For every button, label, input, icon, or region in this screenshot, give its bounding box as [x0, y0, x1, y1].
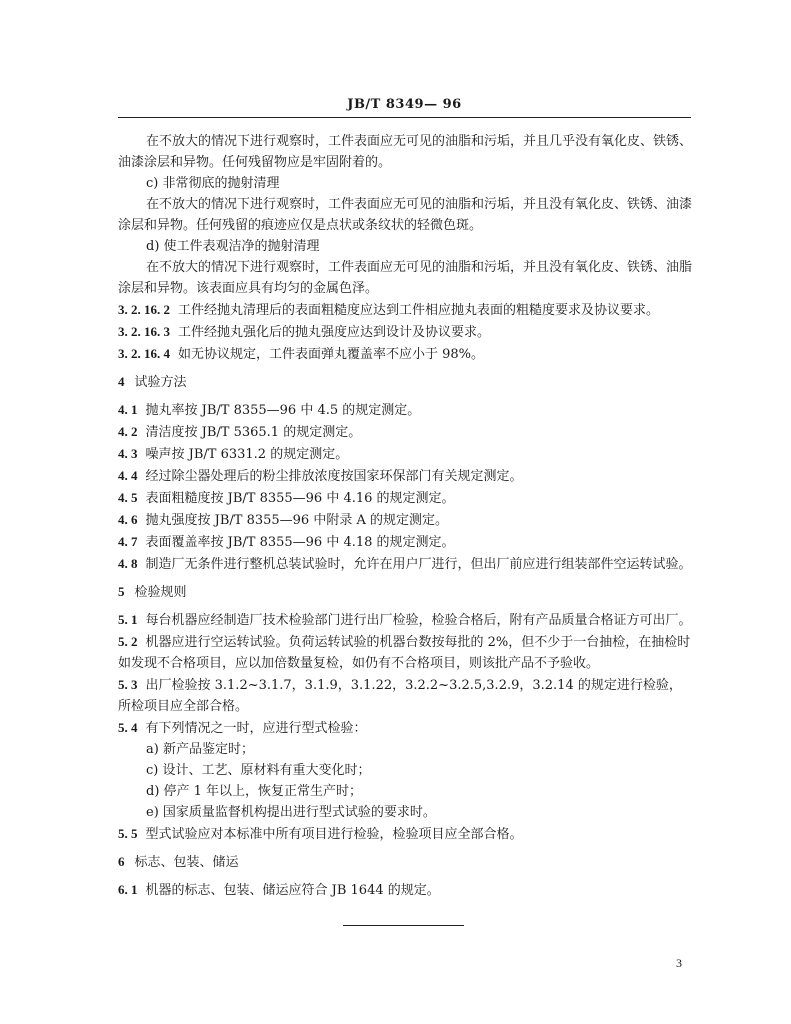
- clause-text: 机器的标志、包装、储运应符合 JB 1644 的规定。: [145, 883, 440, 898]
- list-item: a) 新产品鉴定时；: [146, 742, 254, 757]
- clause: [118, 299, 694, 321]
- section-title: 标志、包装、储运: [134, 855, 239, 870]
- clause: [118, 443, 694, 465]
- clause-number: 4. 4: [118, 468, 138, 483]
- clause-text: 每台机器应经制造厂技术检验部门进行出厂检验，检验合格后，附有产品质量合格证方可出厂。: [145, 613, 692, 628]
- clause: [118, 421, 694, 443]
- clause-text: 抛丸强度按 JB/T 8355—96 中附录 A 的规定测定。: [145, 513, 448, 528]
- body-paragraph: 在不放大的情况下进行观察时，工件表面应无可见的油脂和污垢，并且没有氧化皮、铁锈、油脂涂层和异物。该表面应具有均匀的金属色泽。: [118, 260, 693, 296]
- clause: [118, 531, 694, 553]
- clause-number: 3. 2. 16. 2: [118, 302, 170, 317]
- list-item: c) 设计、工艺、原材料有重大变化时；: [146, 763, 371, 778]
- clause: [118, 553, 694, 575]
- section-heading: [118, 371, 694, 393]
- body-paragraph: 在不放大的情况下进行观察时，工件表面应无可见的油脂和污垢，并且没有氧化皮、铁锈、油漆涂层和异物。任何残留的痕迹应仅是点状或条纹状的轻微色斑。: [118, 197, 693, 233]
- clause: [118, 631, 694, 674]
- clause-number: 4. 6: [118, 512, 138, 527]
- clause-text: 工件经抛丸强化后的抛丸强度应达到设计及协议要求。: [178, 325, 491, 340]
- standard-number: JB/T 8349— 96: [347, 97, 462, 112]
- clause: [118, 487, 694, 509]
- clause-number: 5. 4: [118, 720, 138, 735]
- clause-text: 表面粗糙度按 JB/T 8355—96 中 4.16 的规定测定。: [145, 491, 455, 506]
- clause-text: 噪声按 JB/T 6331.2 的规定测定。: [145, 447, 349, 462]
- clause: [118, 399, 694, 421]
- clause: [118, 465, 694, 487]
- section-heading: [118, 851, 694, 873]
- clause: [118, 321, 694, 343]
- clause-number: 4. 7: [118, 534, 138, 549]
- clause-number: 4. 5: [118, 490, 138, 505]
- clause: [118, 609, 694, 631]
- clause-text: 如无协议规定，工件表面弹丸覆盖率不应小于 98%。: [178, 347, 485, 362]
- clause-number: 5. 1: [118, 612, 138, 627]
- clause-text: 型式试验应对本标准中所有项目进行检验，检验项目应全部合格。: [145, 827, 523, 842]
- page-header: [118, 97, 691, 119]
- clause-text: 清洁度按 JB/T 5365.1 的规定测定。: [145, 425, 362, 440]
- clause-number: 6. 1: [118, 882, 138, 897]
- clause-text: 抛丸率按 JB/T 8355—96 中 4.5 的规定测定。: [145, 403, 421, 418]
- sub-heading: c) 非常彻底的抛射清理: [146, 176, 280, 191]
- list-item: e) 国家质量监督机构提出进行型式试验的要求时。: [146, 805, 436, 820]
- clause-text: 机器应进行空运转试验。负荷运转试验的机器台数按每批的 2%，但不少于一台抽检，在抽检时如发现不合格项目，应以加倍数量复检，如仍有不合格项目，则该批产品不予验收。: [118, 635, 691, 671]
- section-title: 检验规则: [134, 585, 187, 600]
- section-number: 5: [118, 584, 125, 599]
- list-item: d) 停产 1 年以上，恢复正常生产时；: [146, 784, 363, 799]
- sub-heading: d) 使工件表观洁净的抛射清理: [146, 239, 320, 254]
- clause-text: 制造厂无条件进行整机总装试验时，允许在用户厂进行，但出厂前应进行组装部件空运转试验。: [145, 557, 692, 572]
- section-number: 4: [118, 374, 125, 389]
- clause: [118, 879, 694, 901]
- clause-number: 5. 3: [118, 677, 138, 692]
- clause-text: 出厂检验按 3.1.2~3.1.7，3.1.9，3.1.22，3.2.2~3.2.5,3.2.9，3.2.14 的规定进行检验，所检项目应全部合格。: [118, 678, 682, 714]
- clause: [118, 717, 694, 739]
- document-body: [118, 131, 694, 901]
- clause-number: 4. 1: [118, 402, 138, 417]
- clause-number: 4. 8: [118, 556, 138, 571]
- clause-number: 3. 2. 16. 3: [118, 324, 170, 339]
- section-heading: [118, 581, 694, 603]
- clause: [118, 343, 694, 365]
- body-paragraph: 在不放大的情况下进行观察时，工件表面应无可见的油脂和污垢，并且几乎没有氧化皮、铁锈、油漆涂层和异物。任何残留物应是牢固附着的。: [118, 134, 693, 170]
- section-title: 试验方法: [134, 375, 187, 390]
- section-number: 6: [118, 854, 125, 869]
- clause-text: 有下列情况之一时，应进行型式检验：: [145, 721, 367, 736]
- clause-number: 5. 2: [118, 634, 138, 649]
- clause-number: 3. 2. 16. 4: [118, 346, 170, 361]
- clause-number: 4. 3: [118, 446, 138, 461]
- clause: [118, 823, 694, 845]
- clause-number: 4. 2: [118, 424, 138, 439]
- clause-text: 经过除尘器处理后的粉尘排放浓度按国家环保部门有关规定测定。: [145, 469, 523, 484]
- header-rule: [118, 117, 691, 118]
- clause: [118, 509, 694, 531]
- clause-number: 5. 5: [118, 826, 138, 841]
- clause-text: 表面覆盖率按 JB/T 8355—96 中 4.18 的规定测定。: [145, 535, 455, 550]
- clause-text: 工件经抛丸清理后的表面粗糙度应达到工件相应抛丸表面的粗糙度要求及协议要求。: [178, 303, 660, 318]
- page-number: 3: [676, 956, 682, 970]
- clause: [118, 674, 694, 717]
- end-of-text-rule: [343, 925, 464, 926]
